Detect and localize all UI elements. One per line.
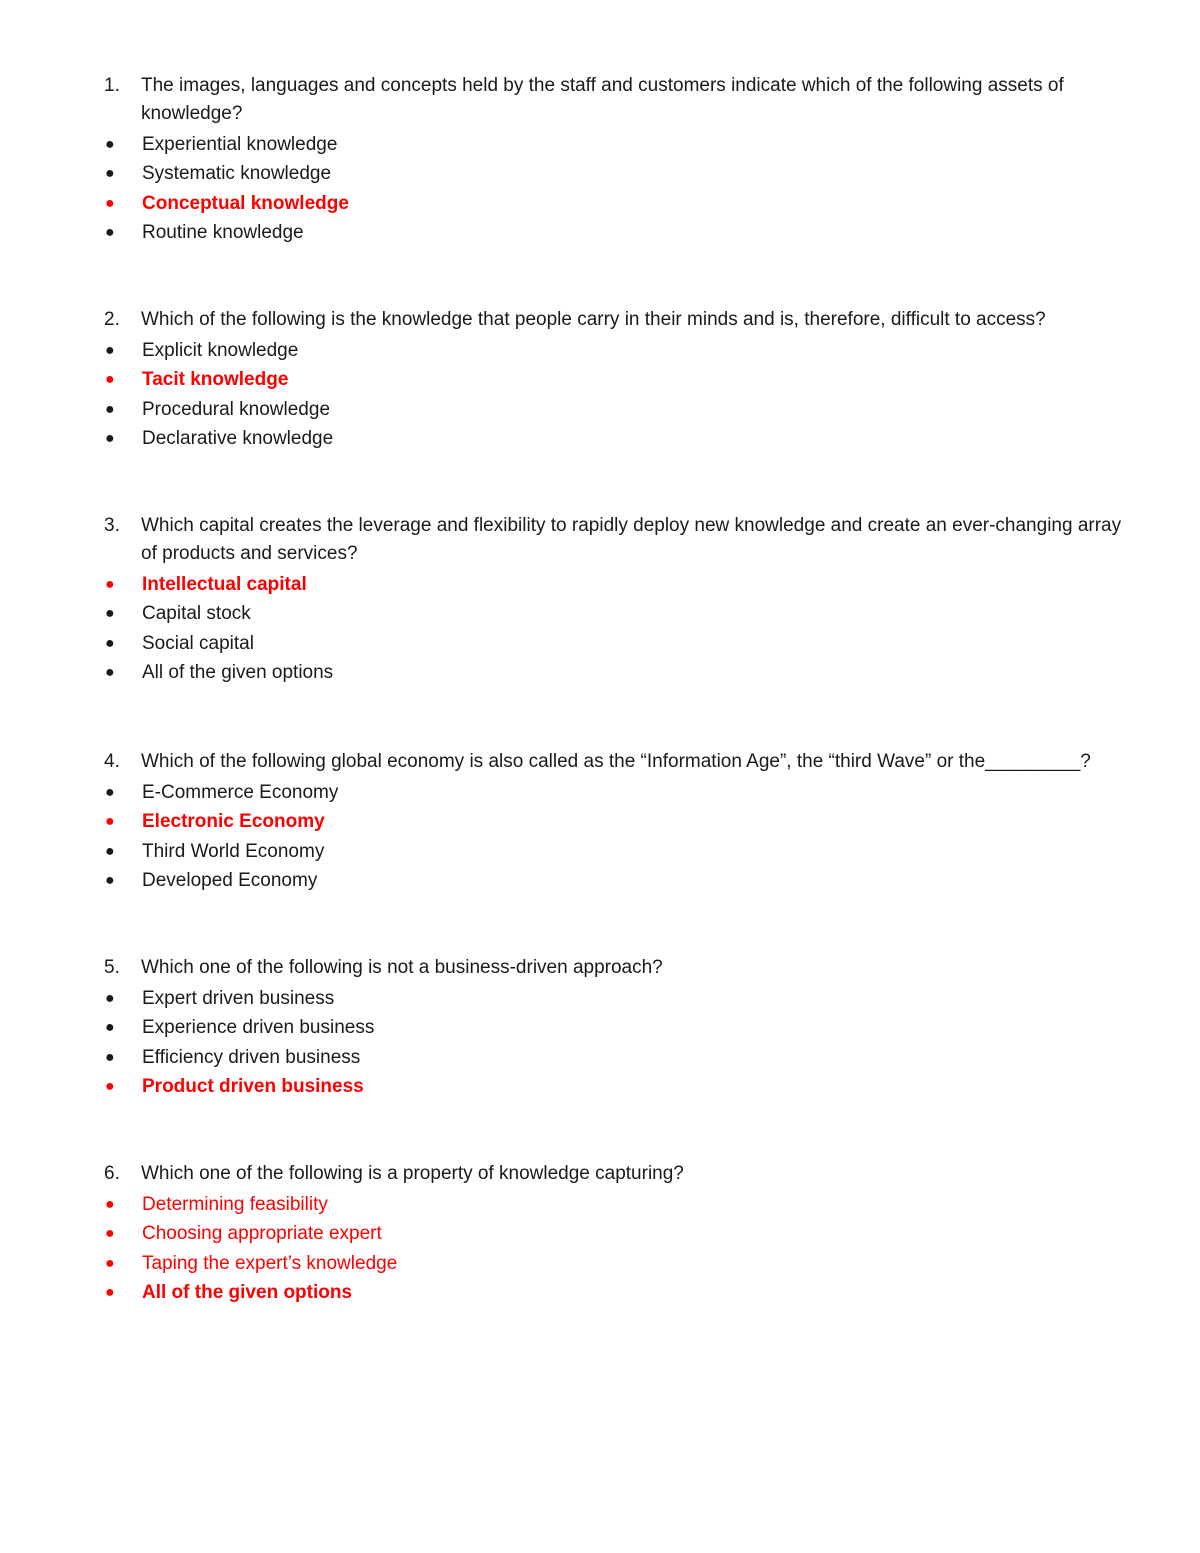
- option-label: All of the given options: [142, 662, 334, 684]
- bullet-icon: ●: [105, 341, 115, 359]
- bullet-icon: ●: [105, 575, 115, 593]
- question-stem: [104, 512, 1134, 568]
- option-label: Explicit knowledge: [142, 339, 299, 361]
- bullet-icon: ●: [105, 1254, 115, 1272]
- option-item: [104, 1073, 1134, 1103]
- option-label: Conceptual knowledge: [142, 192, 349, 214]
- question-number: 2.: [104, 309, 120, 330]
- bullet-icon: ●: [105, 1195, 115, 1213]
- option-item: [104, 1190, 1134, 1220]
- question-number: 6.: [104, 1163, 120, 1184]
- option-list: [104, 130, 1134, 248]
- option-item: [104, 570, 1134, 600]
- option-label: Capital stock: [142, 603, 251, 625]
- question-text: Which of the following global economy is also called as the “Information Age”, the “third Wave” or the_________?: [141, 751, 1091, 772]
- option-item: [104, 1220, 1134, 1250]
- option-label: Efficiency driven business: [142, 1046, 361, 1068]
- option-item: [104, 629, 1134, 659]
- question-stem: [104, 748, 1134, 776]
- bullet-icon: ●: [105, 783, 115, 801]
- bullet-icon: ●: [105, 1019, 115, 1037]
- bullet-icon: ●: [105, 400, 115, 418]
- option-item: [104, 808, 1134, 838]
- option-item: [104, 395, 1134, 425]
- option-list: [104, 984, 1134, 1102]
- question-text: Which capital creates the leverage and flexibility to rapidly deploy new knowledge and create an ever-changing array of products and services?: [141, 515, 1122, 564]
- option-item: [104, 366, 1134, 396]
- bullet-icon: ●: [105, 1078, 115, 1096]
- bullet-icon: ●: [105, 605, 115, 623]
- option-list: [104, 1190, 1134, 1308]
- option-item: [104, 837, 1134, 867]
- bullet-icon: ●: [105, 634, 115, 652]
- bullet-icon: ●: [105, 842, 115, 860]
- option-item: [104, 778, 1134, 808]
- question-stem: [104, 954, 1134, 982]
- option-label: Third World Economy: [142, 840, 325, 862]
- option-label: E-Commerce Economy: [142, 781, 339, 803]
- bullet-icon: ●: [105, 813, 115, 831]
- bullet-icon: ●: [105, 1225, 115, 1243]
- question-stem: [104, 72, 1134, 128]
- option-label: Choosing appropriate expert: [142, 1223, 382, 1245]
- question-number: 3.: [104, 515, 120, 536]
- bullet-icon: ●: [105, 165, 115, 183]
- option-item: [104, 1014, 1134, 1044]
- option-label: Social capital: [142, 632, 254, 654]
- option-list: [104, 336, 1134, 454]
- option-label: Taping the expert’s knowledge: [142, 1252, 398, 1274]
- option-label: Intellectual capital: [142, 573, 307, 595]
- option-list: [104, 778, 1134, 896]
- option-item: [104, 984, 1134, 1014]
- option-label: Determining feasibility: [142, 1193, 328, 1215]
- option-label: Declarative knowledge: [142, 428, 334, 450]
- question-4: [104, 748, 1134, 896]
- option-item: [104, 1279, 1134, 1309]
- option-item: [104, 659, 1134, 689]
- question-2: [104, 306, 1134, 454]
- option-list: [104, 570, 1134, 688]
- question-5: [104, 954, 1134, 1102]
- option-label: Experiential knowledge: [142, 133, 338, 155]
- option-item: [104, 219, 1134, 249]
- option-label: Expert driven business: [142, 987, 335, 1009]
- question-stem: [104, 306, 1134, 334]
- question-number: 5.: [104, 957, 120, 978]
- option-label: Tacit knowledge: [142, 369, 289, 391]
- bullet-icon: ●: [105, 872, 115, 890]
- option-label: Routine knowledge: [142, 222, 304, 244]
- bullet-icon: ●: [105, 1284, 115, 1302]
- question-text: The images, languages and concepts held by the staff and customers indicate which of the following assets of knowledge?: [141, 75, 1064, 124]
- question-6: [104, 1160, 1134, 1308]
- option-label: Experience driven business: [142, 1017, 375, 1039]
- option-label: Systematic knowledge: [142, 163, 332, 185]
- question-text: Which one of the following is a property of knowledge capturing?: [141, 1163, 684, 1184]
- option-item: [104, 189, 1134, 219]
- option-item: [104, 130, 1134, 160]
- option-item: [104, 336, 1134, 366]
- question-number: 1.: [104, 75, 120, 96]
- option-item: [104, 160, 1134, 190]
- option-label: Developed Economy: [142, 870, 318, 892]
- bullet-icon: ●: [105, 664, 115, 682]
- bullet-icon: ●: [105, 135, 115, 153]
- question-text: Which one of the following is not a business-driven approach?: [141, 957, 663, 978]
- bullet-icon: ●: [105, 224, 115, 242]
- question-stem: [104, 1160, 1134, 1188]
- option-item: [104, 425, 1134, 455]
- option-item: [104, 1249, 1134, 1279]
- bullet-icon: ●: [105, 371, 115, 389]
- question-number: 4.: [104, 751, 120, 772]
- bullet-icon: ●: [105, 989, 115, 1007]
- bullet-icon: ●: [105, 194, 115, 212]
- option-label: Electronic Economy: [142, 811, 325, 833]
- option-label: All of the given options: [142, 1282, 353, 1304]
- option-item: [104, 1043, 1134, 1073]
- option-label: Product driven business: [142, 1076, 364, 1098]
- question-1: [104, 72, 1134, 248]
- option-item: [104, 867, 1134, 897]
- option-item: [104, 600, 1134, 630]
- question-text: Which of the following is the knowledge that people carry in their minds and is, therefore, difficult to access?: [141, 309, 1046, 330]
- bullet-icon: ●: [105, 430, 115, 448]
- option-label: Procedural knowledge: [142, 398, 331, 420]
- bullet-icon: ●: [105, 1048, 115, 1066]
- question-3: [104, 512, 1134, 688]
